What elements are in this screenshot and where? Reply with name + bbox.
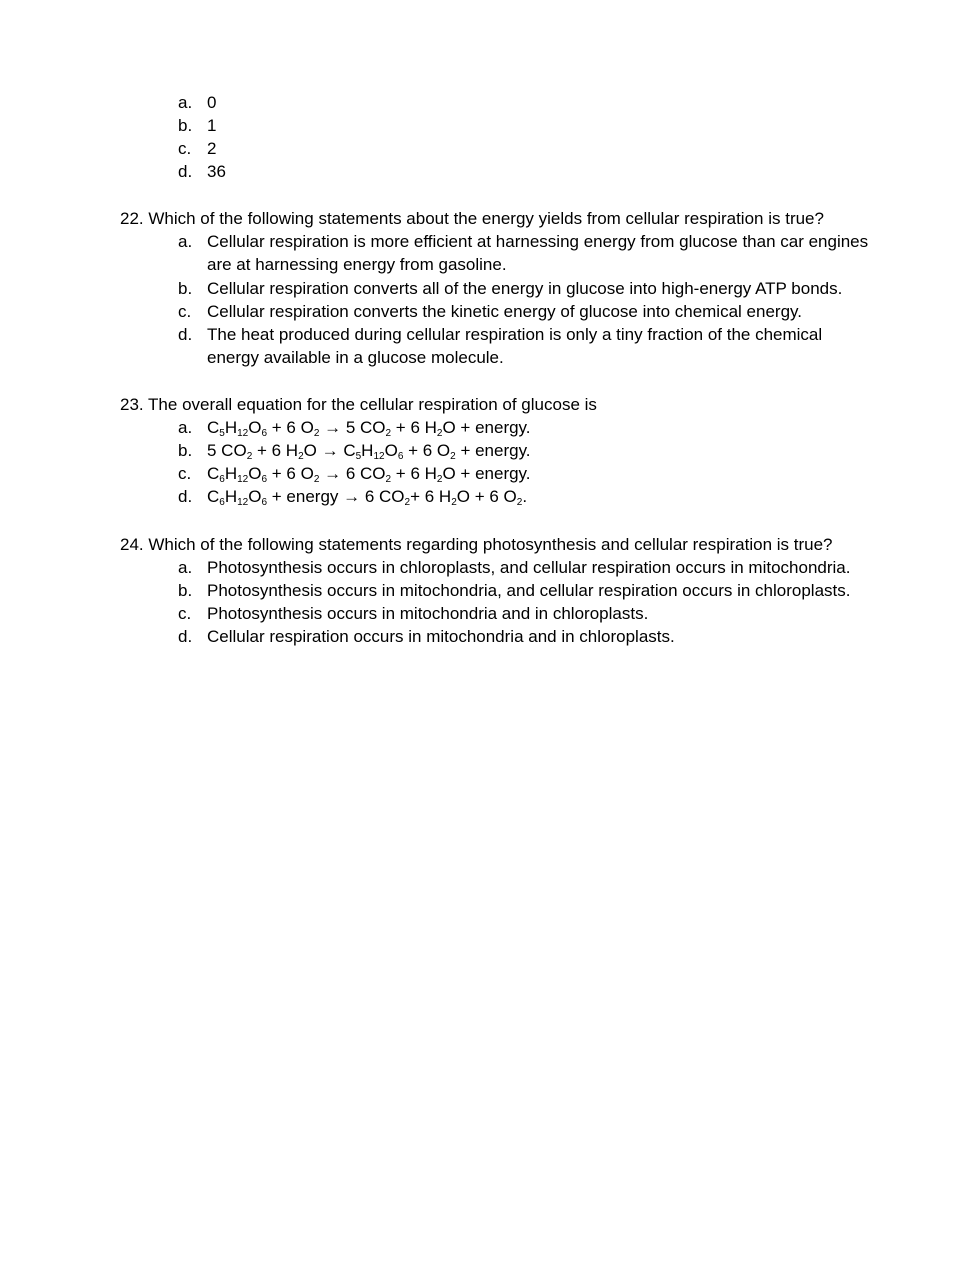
- formula-subscript: 12: [373, 451, 385, 462]
- formula-subscript: 6: [261, 474, 268, 485]
- option-text: Cellular respiration converts all of the energy in glucose into high-energy ATP bonds.: [207, 279, 843, 298]
- option-equation: 5 $CO_2 + 6$ $H_2O \to C_5H_{12}O_6 + 6$ $O_2$ + energy.: [207, 441, 531, 462]
- option-letter: c.: [178, 139, 192, 158]
- option-text: 1: [207, 116, 217, 135]
- option-letter: c.: [178, 604, 192, 623]
- option-letter: b.: [178, 581, 193, 600]
- option-text: 36: [207, 162, 226, 181]
- formula-subscript: 2: [313, 474, 320, 485]
- option-text: The heat produced during cellular respiration is only a tiny fraction of the chemical energy available in a glucose molecule.: [207, 325, 823, 367]
- option-text: 0: [207, 93, 217, 112]
- option-letter: d.: [178, 487, 193, 506]
- formula-subscript: 6: [219, 474, 225, 485]
- question-stem: 22. Which of the following statements about the energy yields from cellular respiration is true?: [120, 209, 824, 228]
- option-letter: a.: [178, 558, 193, 577]
- option-letter: d.: [178, 162, 193, 181]
- option-equation: $C_6H_{12}O_6 + 6$ $O_2 \to 6$ $CO_2 + 6$ $H_2O$ + energy.: [207, 464, 531, 485]
- option-letter: c.: [178, 464, 192, 483]
- formula-subscript: 6: [219, 497, 225, 508]
- formula-subscript: 2: [436, 428, 443, 439]
- option-text: Cellular respiration occurs in mitochondria and in chloroplasts.: [207, 627, 675, 646]
- option-letter: d.: [178, 325, 193, 344]
- option-text: Photosynthesis occurs in mitochondria and in chloroplasts.: [207, 604, 649, 623]
- formula-subscript: 2: [450, 451, 456, 462]
- option-letter: a.: [178, 232, 193, 251]
- option-letter: c.: [178, 302, 192, 321]
- option-text: 2: [207, 139, 217, 158]
- option-letter: a.: [178, 93, 193, 112]
- option-letter: b.: [178, 116, 193, 135]
- formula-subscript: 6: [261, 497, 268, 508]
- formula-subscript: 5: [355, 451, 362, 462]
- formula-subscript: 2: [298, 451, 304, 462]
- formula-subscript: 12: [237, 428, 249, 439]
- option-text: Cellular respiration converts the kinetic energy of glucose into chemical energy.: [207, 302, 802, 321]
- formula-subscript: 2: [451, 497, 457, 508]
- option-text: Photosynthesis occurs in chloroplasts, and cellular respiration occurs in mitochondria.: [207, 558, 851, 577]
- formula-subscript: 6: [261, 428, 268, 439]
- formula-subscript: 12: [237, 497, 249, 508]
- formula-subscript: 2: [436, 474, 443, 485]
- option-text: Cellular respiration is more efficient at harnessing energy from glucose than car engines are at harnessing energy from gasoline.: [207, 232, 869, 274]
- formula-subscript: 6: [397, 451, 404, 462]
- formula-subscript: 5: [219, 428, 225, 439]
- option-letter: b.: [178, 279, 193, 298]
- option-equation: $C_5H_{12}O_6 + 6$ $O_2 \to 5$ $CO_2 + 6$ $H_2O$ + energy.: [207, 418, 531, 439]
- formula-subscript: 2: [246, 451, 253, 462]
- formula-subscript: 2: [385, 474, 392, 485]
- formula-subscript: 2: [313, 428, 320, 439]
- formula-subscript: 2: [404, 497, 411, 508]
- formula-subscript: 12: [237, 474, 249, 485]
- question-stem: 23. The overall equation for the cellular respiration of glucose is: [120, 395, 597, 414]
- option-letter: b.: [178, 441, 193, 460]
- option-text: Photosynthesis occurs in mitochondria, and cellular respiration occurs in chloroplasts.: [207, 581, 851, 600]
- option-equation: $C_6H_{12}O_6$ + energy → 6 $CO_2+ 6$ $H_2O + 6$ $O_2$.: [207, 487, 528, 508]
- formula-subscript: 2: [516, 497, 523, 508]
- question-stem: 24. Which of the following statements regarding photosynthesis and cellular respiration is true?: [120, 535, 833, 554]
- formula-subscript: 2: [385, 428, 392, 439]
- option-letter: a.: [178, 418, 193, 437]
- option-letter: d.: [178, 627, 193, 646]
